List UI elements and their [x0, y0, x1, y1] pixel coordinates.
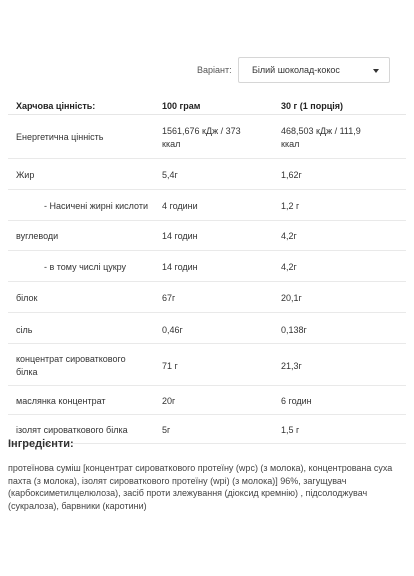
row-per100: 14 годин	[162, 231, 198, 241]
table-row	[8, 313, 406, 344]
row-per100: 0,46г	[162, 325, 183, 335]
row-per100-line2: ккал	[162, 139, 181, 149]
ingredients-title: Інгредієнти:	[8, 438, 74, 450]
nutrition-table	[8, 93, 406, 444]
table-row	[8, 159, 406, 190]
row-name: маслянка концентрат	[16, 396, 106, 406]
variant-selected-value: Білий шоколад-кокос	[252, 65, 340, 75]
nutrition-table-header	[8, 93, 406, 115]
variant-label: Варіант:	[197, 65, 232, 75]
row-per100: 5г	[162, 425, 171, 435]
row-name: сіль	[16, 325, 33, 335]
row-portion: 0,138г	[281, 325, 307, 335]
variant-row	[0, 57, 414, 83]
row-portion: 1,62г	[281, 170, 302, 180]
row-per100: 71 г	[162, 361, 178, 371]
header-nutrition: Харчова цінність:	[16, 101, 96, 111]
row-portion: 20,1г	[281, 293, 302, 303]
row-portion: 21,3г	[281, 361, 302, 371]
row-per100: 20г	[162, 396, 176, 406]
row-per100-line1: 1561,676 кДж / 373	[162, 126, 241, 136]
variant-select[interactable]	[238, 57, 390, 83]
table-row	[8, 190, 406, 221]
row-per100: 5,4г	[162, 170, 178, 180]
row-name: Енергетична цінність	[16, 132, 104, 142]
row-per100: 67г	[162, 293, 176, 303]
row-name: вуглеводи	[16, 231, 59, 241]
table-row-energy	[8, 115, 406, 159]
row-portion-line2: ккал	[281, 139, 300, 149]
table-row-whey-concentrate	[8, 344, 406, 386]
table-row	[8, 282, 406, 313]
row-portion: 6 годин	[281, 396, 312, 406]
row-name: - Насичені жирні кислоти	[44, 201, 148, 211]
caret-down-icon	[373, 69, 379, 73]
ingredients-text: протеїнова суміш [концентрат сироваткового протеїну (wpc) (з молока), концентрована суха пахта (з молока), ізолят сироваткового протеїну (wpi) (з молока)] 96%, загущувач (карбоксиметилцелюлоза), засіб проти злежування (діоксид кремнію) , підсолоджувач (сукралоза), барвники (каротини)	[8, 463, 393, 511]
row-name: - в тому числі цукру	[44, 262, 127, 272]
row-portion: 4,2г	[281, 262, 297, 272]
row-portion: 1,5 г	[281, 425, 300, 435]
row-per100: 4 години	[162, 201, 198, 211]
table-row	[8, 221, 406, 251]
row-portion: 4,2г	[281, 231, 297, 241]
row-per100: 14 годин	[162, 262, 198, 272]
header-per-portion: 30 г (1 порція)	[281, 101, 343, 111]
header-per-100g: 100 грам	[162, 101, 201, 111]
row-name: Жир	[16, 170, 35, 180]
row-portion-line1: 468,503 кДж / 111,9	[281, 126, 361, 136]
table-row	[8, 386, 406, 415]
row-name-line2: білка	[16, 367, 38, 377]
row-name-line1: концентрат сироваткового	[16, 354, 126, 364]
row-name: ізолят сироваткового білка	[16, 425, 128, 435]
row-name: білок	[16, 293, 38, 303]
row-portion: 1,2 г	[281, 201, 300, 211]
table-row	[8, 251, 406, 282]
